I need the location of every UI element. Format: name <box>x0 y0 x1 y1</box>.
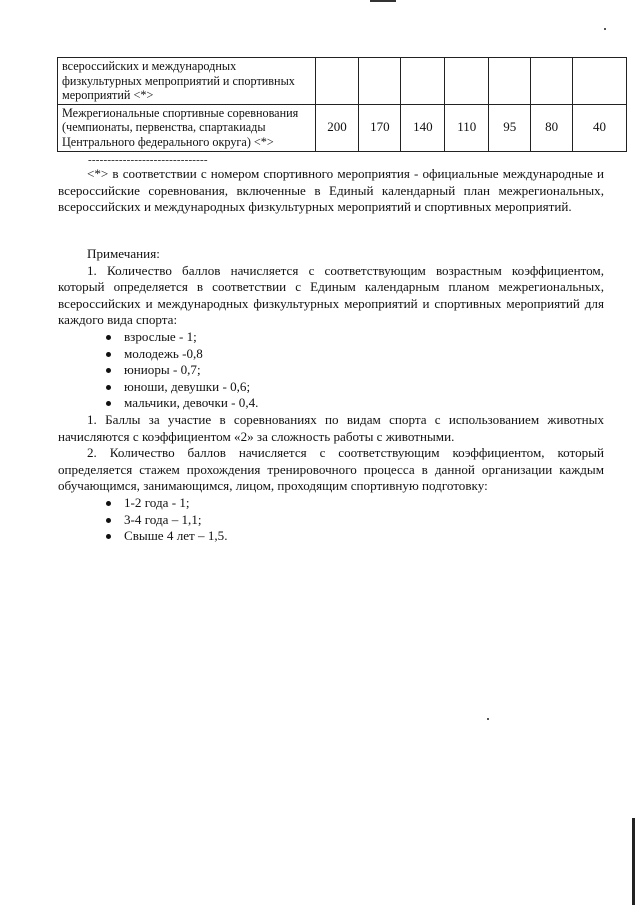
table-cell: 170 <box>359 104 401 151</box>
table-cell <box>573 58 627 105</box>
list-item: Свыше 4 лет – 1,5. <box>58 528 604 545</box>
table-cell <box>359 58 401 105</box>
list-item: юноши, девушки - 0,6; <box>58 379 604 396</box>
table-cell: 140 <box>401 104 445 151</box>
bullet-icon <box>106 352 111 357</box>
bullet-icon <box>106 518 111 523</box>
note-paragraph: 1. Баллы за участие в соревнованиях по видам спорта с использованием животных начисляются с коэффициентом «2» за сложность работы с животными. <box>58 411 604 444</box>
list-item: юниоры - 0,7; <box>58 362 604 379</box>
list-item: мальчики, девочки - 0,4. <box>58 395 604 412</box>
list-item: 3-4 года – 1,1; <box>58 512 604 529</box>
table-cell: 95 <box>489 104 531 151</box>
scan-edge <box>632 818 635 905</box>
footnote-divider: ------------------------------- <box>88 154 208 166</box>
footnote-text <box>58 166 604 216</box>
scan-mark <box>370 0 396 2</box>
bullet-icon <box>106 501 111 506</box>
table-cell <box>531 58 573 105</box>
note-paragraph: 1. Количество баллов начисляется с соответствующим возрастным коэффициентом, который определяется в соответствии с Единым календарным планом межрегиональных, всероссийских и международных физкультурных мероприятий и спортивных мероприятий для каждого вида спорта: <box>58 262 604 328</box>
bullet-icon <box>106 368 111 373</box>
table-cell: 200 <box>315 104 359 151</box>
table-row <box>58 58 627 105</box>
table-cell <box>315 58 359 105</box>
table-row <box>58 104 627 151</box>
list-item: молодежь -0,8 <box>58 346 604 363</box>
scan-speck <box>487 718 489 720</box>
note-paragraph: 2. Количество баллов начисляется с соответствующим коэффициентом, который определяется стажем прохождения тренировочного процесса в данной организации каждым обучающимся, занимающимся, лицом, проходящим спортивную подготовку: <box>58 445 604 494</box>
table-cell-label: Межрегиональные спортивные соревнования (чемпионаты, первенства, спартакиады Центрального федерального округа) <*> <box>58 104 316 151</box>
bullet-icon <box>106 401 111 406</box>
table-cell: 80 <box>531 104 573 151</box>
table-cell: 110 <box>445 104 489 151</box>
scan-speck <box>604 28 606 30</box>
experience-coefficient-list <box>58 495 604 545</box>
list-item: 1-2 года - 1; <box>58 495 604 512</box>
list-item: взрослые - 1; <box>58 329 604 346</box>
table-cell <box>489 58 531 105</box>
notes-heading: Примечания: <box>87 246 160 261</box>
results-table <box>57 57 627 152</box>
table-cell <box>445 58 489 105</box>
bullet-icon <box>106 335 111 340</box>
table-cell <box>401 58 445 105</box>
notes-section <box>58 246 604 545</box>
footnote-paragraph: <*> в соответствии с номером спортивного мероприятия - официальные международные и всероссийские соревнования, включенные в Единый календарный план межрегиональных, всероссийских и международных физкультурных мероприятий и спортивных мероприятий. <box>58 166 604 215</box>
table-cell: 40 <box>573 104 627 151</box>
table-cell-label: всероссийских и международных физкультурных мепроприятий и спортивных мероприятий <*> <box>58 58 316 105</box>
bullet-icon <box>106 385 111 390</box>
age-coefficient-list <box>58 329 604 412</box>
bullet-icon <box>106 534 111 539</box>
